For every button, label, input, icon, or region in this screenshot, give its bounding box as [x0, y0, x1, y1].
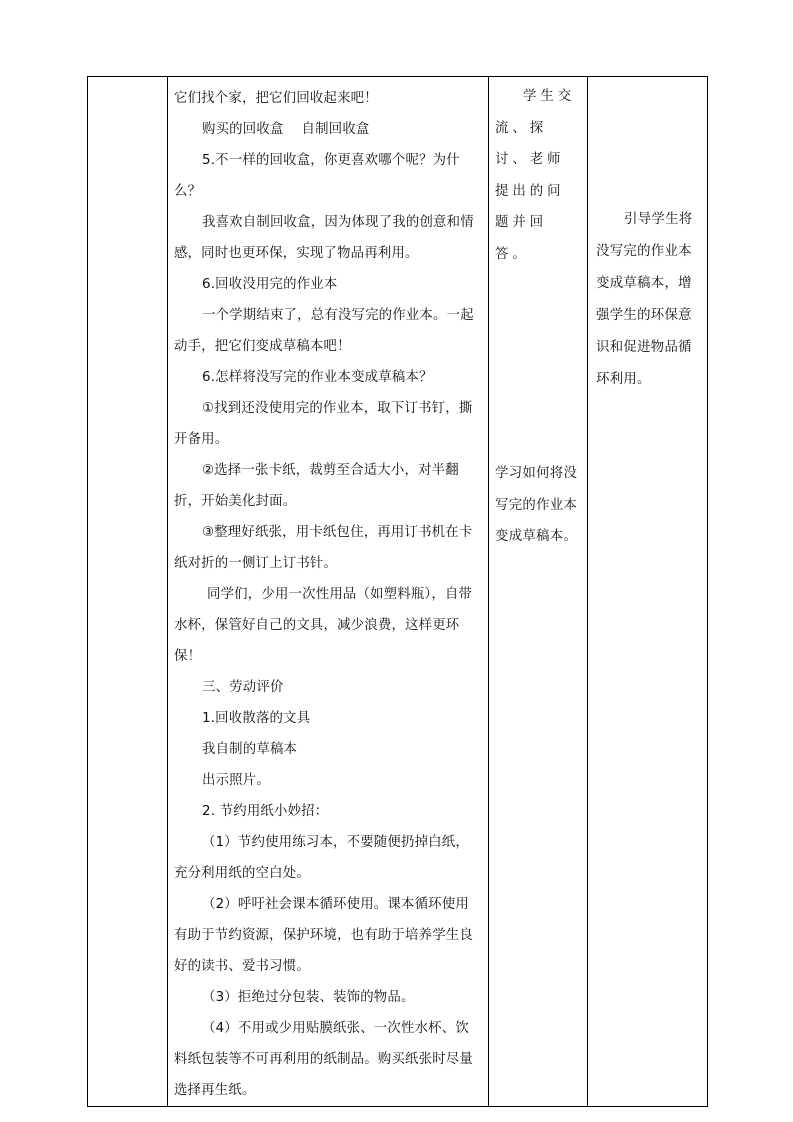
evaluation-item-1: 1.回收散落的文具: [202, 711, 311, 726]
table-row: [88, 77, 708, 1107]
lesson-table: [87, 76, 708, 1107]
design-intent-cell: [588, 77, 708, 1107]
paragraph: 我喜欢自制回收盒，因为体现了我的创意和情感，同时也更环保，实现了物品再利用。: [174, 215, 474, 261]
purchased-box-label: 购买的回收盒: [202, 122, 284, 137]
spacer: [495, 270, 581, 458]
student-activity-1: 学生交流、探讨、老师提出的问题并回答。: [495, 89, 576, 262]
paragraph: 一个学期结束了，总有没写完的作业本。一起动手，把它们变成草稿本吧！: [174, 308, 474, 354]
paragraph-boxes: [174, 114, 482, 145]
evaluation-item-2: 2. 节约用纸小妙招：: [202, 804, 329, 819]
teaching-process-cell: [168, 77, 489, 1107]
step-3: ③整理好纸张，用卡纸包住，再用订书机在卡纸对折的一侧订上订书针。: [174, 525, 473, 571]
section-3-heading: 三、劳动评价: [202, 680, 284, 695]
homemade-box-label: 自制回收盒: [301, 122, 370, 137]
tip-3: （3）拒绝过分包装、装饰的物品。: [202, 990, 415, 1005]
section-6-heading: 6.回收没用完的作业本: [202, 277, 338, 292]
step-2: ②选择一张卡纸，裁剪至合适大小，对半翻折，开始美化封面。: [174, 463, 459, 509]
student-activity-cell: [489, 77, 588, 1107]
paragraph: 我自制的草稿本: [202, 742, 298, 757]
paragraph: 出示照片。: [202, 773, 270, 788]
stage-cell: [88, 77, 168, 1107]
question-5: 5.不一样的回收盒，你更喜欢哪个呢？为什么？: [174, 153, 460, 199]
step-1: ①找到还没使用完的作业本，取下订书钉，撕开备用。: [174, 401, 473, 447]
student-activity-2: 学习如何将没写完的作业本变成草稿本。: [495, 466, 578, 544]
tip-4: （4）不用或少用贴膜纸张、一次性水杯、饮料纸包装等不可再利用的纸制品。购买纸张时尽量选择再生纸。: [174, 1021, 473, 1098]
tip-1: （1）节约使用练习本，不要随便扔掉白纸，充分利用纸的空白处。: [174, 835, 469, 881]
tip-2: （2）呼吁社会课本循环使用。课本循环使用有助于节约资源，保护环境，也有助于培养学生良好的读书、爱书习惯。: [174, 897, 473, 974]
design-intent-text: 引导学生将没写完的作业本变成草稿本，增强学生的环保意识和促进物品循环利用。: [596, 212, 693, 387]
paragraph: 它们找个家，把它们回收起来吧！: [174, 91, 378, 106]
paragraph: 同学们，少用一次性用品（如塑料瓶），自带水杯，保管好自己的文具，减少浪费，这样更环保！: [174, 587, 473, 664]
question-6: 6.怎样将没写完的作业本变成草稿本？: [202, 370, 433, 385]
